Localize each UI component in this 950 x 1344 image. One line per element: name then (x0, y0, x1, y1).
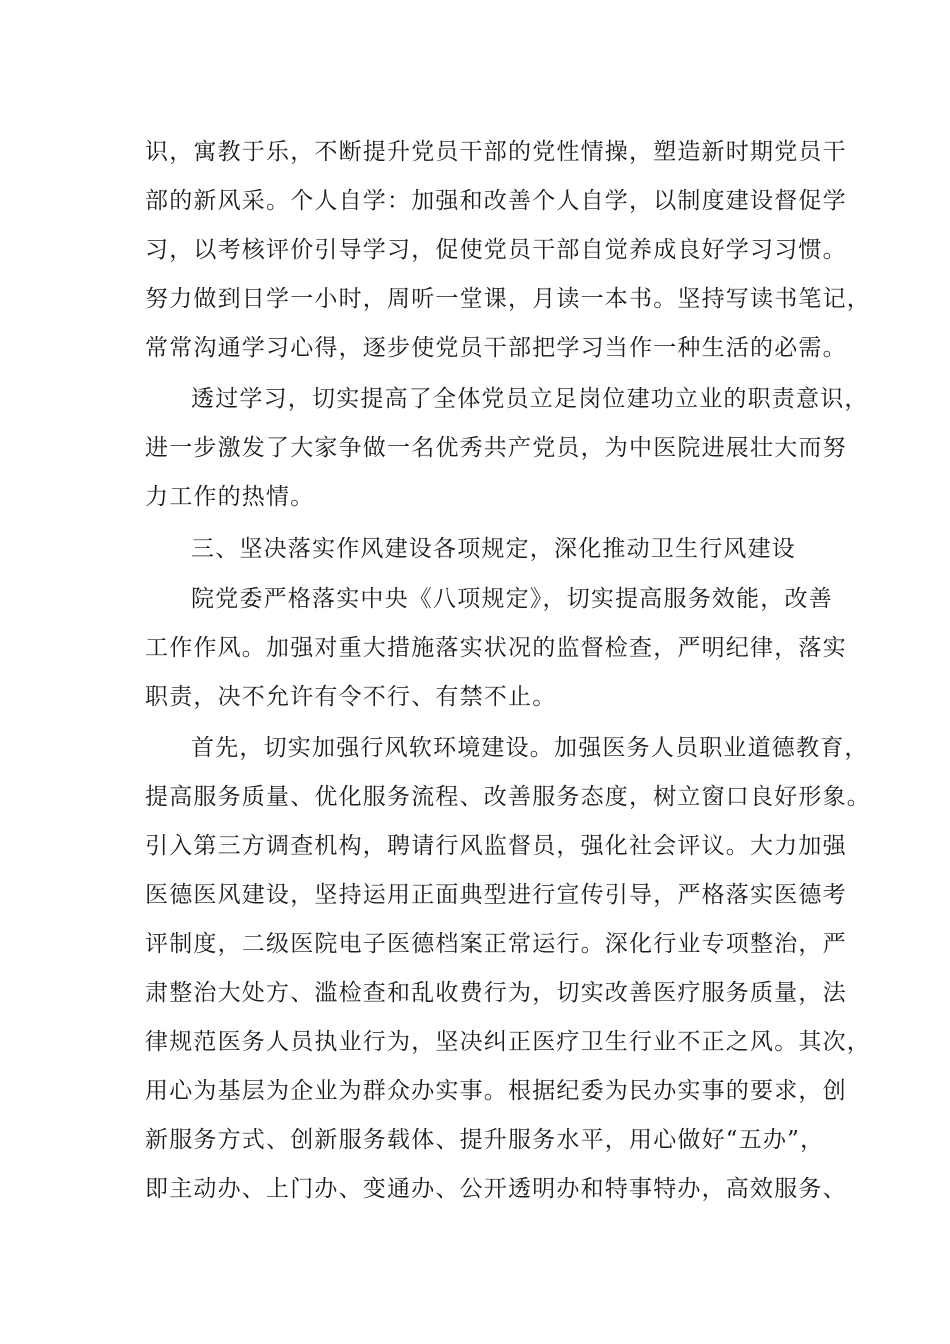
text-line: 评制度，二级医院电子医德档案正常运行。深化行业专项整治，严 (145, 931, 847, 957)
text-line: 律规范医务人员执业行为，坚决纠正医疗卫生行业不正之风。其次， (145, 1029, 871, 1055)
text-line: 引入第三方调查机构，聘请行风监督员，强化社会评议。大力加强 (145, 833, 847, 859)
text-line: 力工作的热情。 (145, 484, 315, 510)
text-line: 常常沟通学习心得，逐步使党员干部把学习当作一种生活的必需。 (145, 335, 847, 361)
text-line: 首先，切实加强行风软环境建设。加强医务人员职业道德教育， (191, 735, 869, 761)
text-line: 进一步激发了大家争做一名优秀共产党员，为中医院进展壮大而努 (145, 435, 847, 461)
text-line: 提高服务质量、优化服务流程、改善服务态度，树立窗口良好形象。 (145, 784, 871, 810)
text-line: 努力做到日学一小时，周听一堂课，月读一本书。坚持写读书笔记， (145, 286, 871, 312)
text-line: 用心为基层为企业为群众办实事。根据纪委为民办实事的要求，创 (145, 1078, 847, 1104)
text-line: 新服务方式、创新服务载体、提升服务水平，用心做好“五办”， (145, 1127, 825, 1153)
text-line: 职责，决不允许有令不行、有禁不止。 (145, 684, 557, 710)
text-line: 工作作风。加强对重大措施落实状况的监督检查，严明纪律，落实 (145, 635, 847, 661)
text-line: 习，以考核评价引导学习，促使党员干部自觉养成良好学习习惯。 (145, 237, 847, 263)
text-line: 透过学习，切实提高了全体党员立足岗位建功立业的职责意识， (191, 386, 869, 412)
text-line: 肃整治大处方、滥检查和乱收费行为，切实改善医疗服务质量，法 (145, 980, 847, 1006)
text-line: 部的新风采。个人自学：加强和改善个人自学，以制度建设督促学 (145, 188, 847, 214)
text-line: 识，寓教于乐，不断提升党员干部的党性情操，塑造新时期党员干 (145, 139, 847, 165)
text-line: 医德医风建设，坚持运用正面典型进行宣传引导，严格落实医德考 (145, 882, 847, 908)
text-line: 即主动办、上门办、变通办、公开透明办和特事特办，高效服务、 (145, 1176, 847, 1202)
text-line: 院党委严格落实中央《八项规定》，切实提高服务效能，改善 (191, 586, 833, 612)
section-heading: 三、坚决落实作风建设各项规定，深化推动卫生行风建设 (191, 536, 796, 562)
